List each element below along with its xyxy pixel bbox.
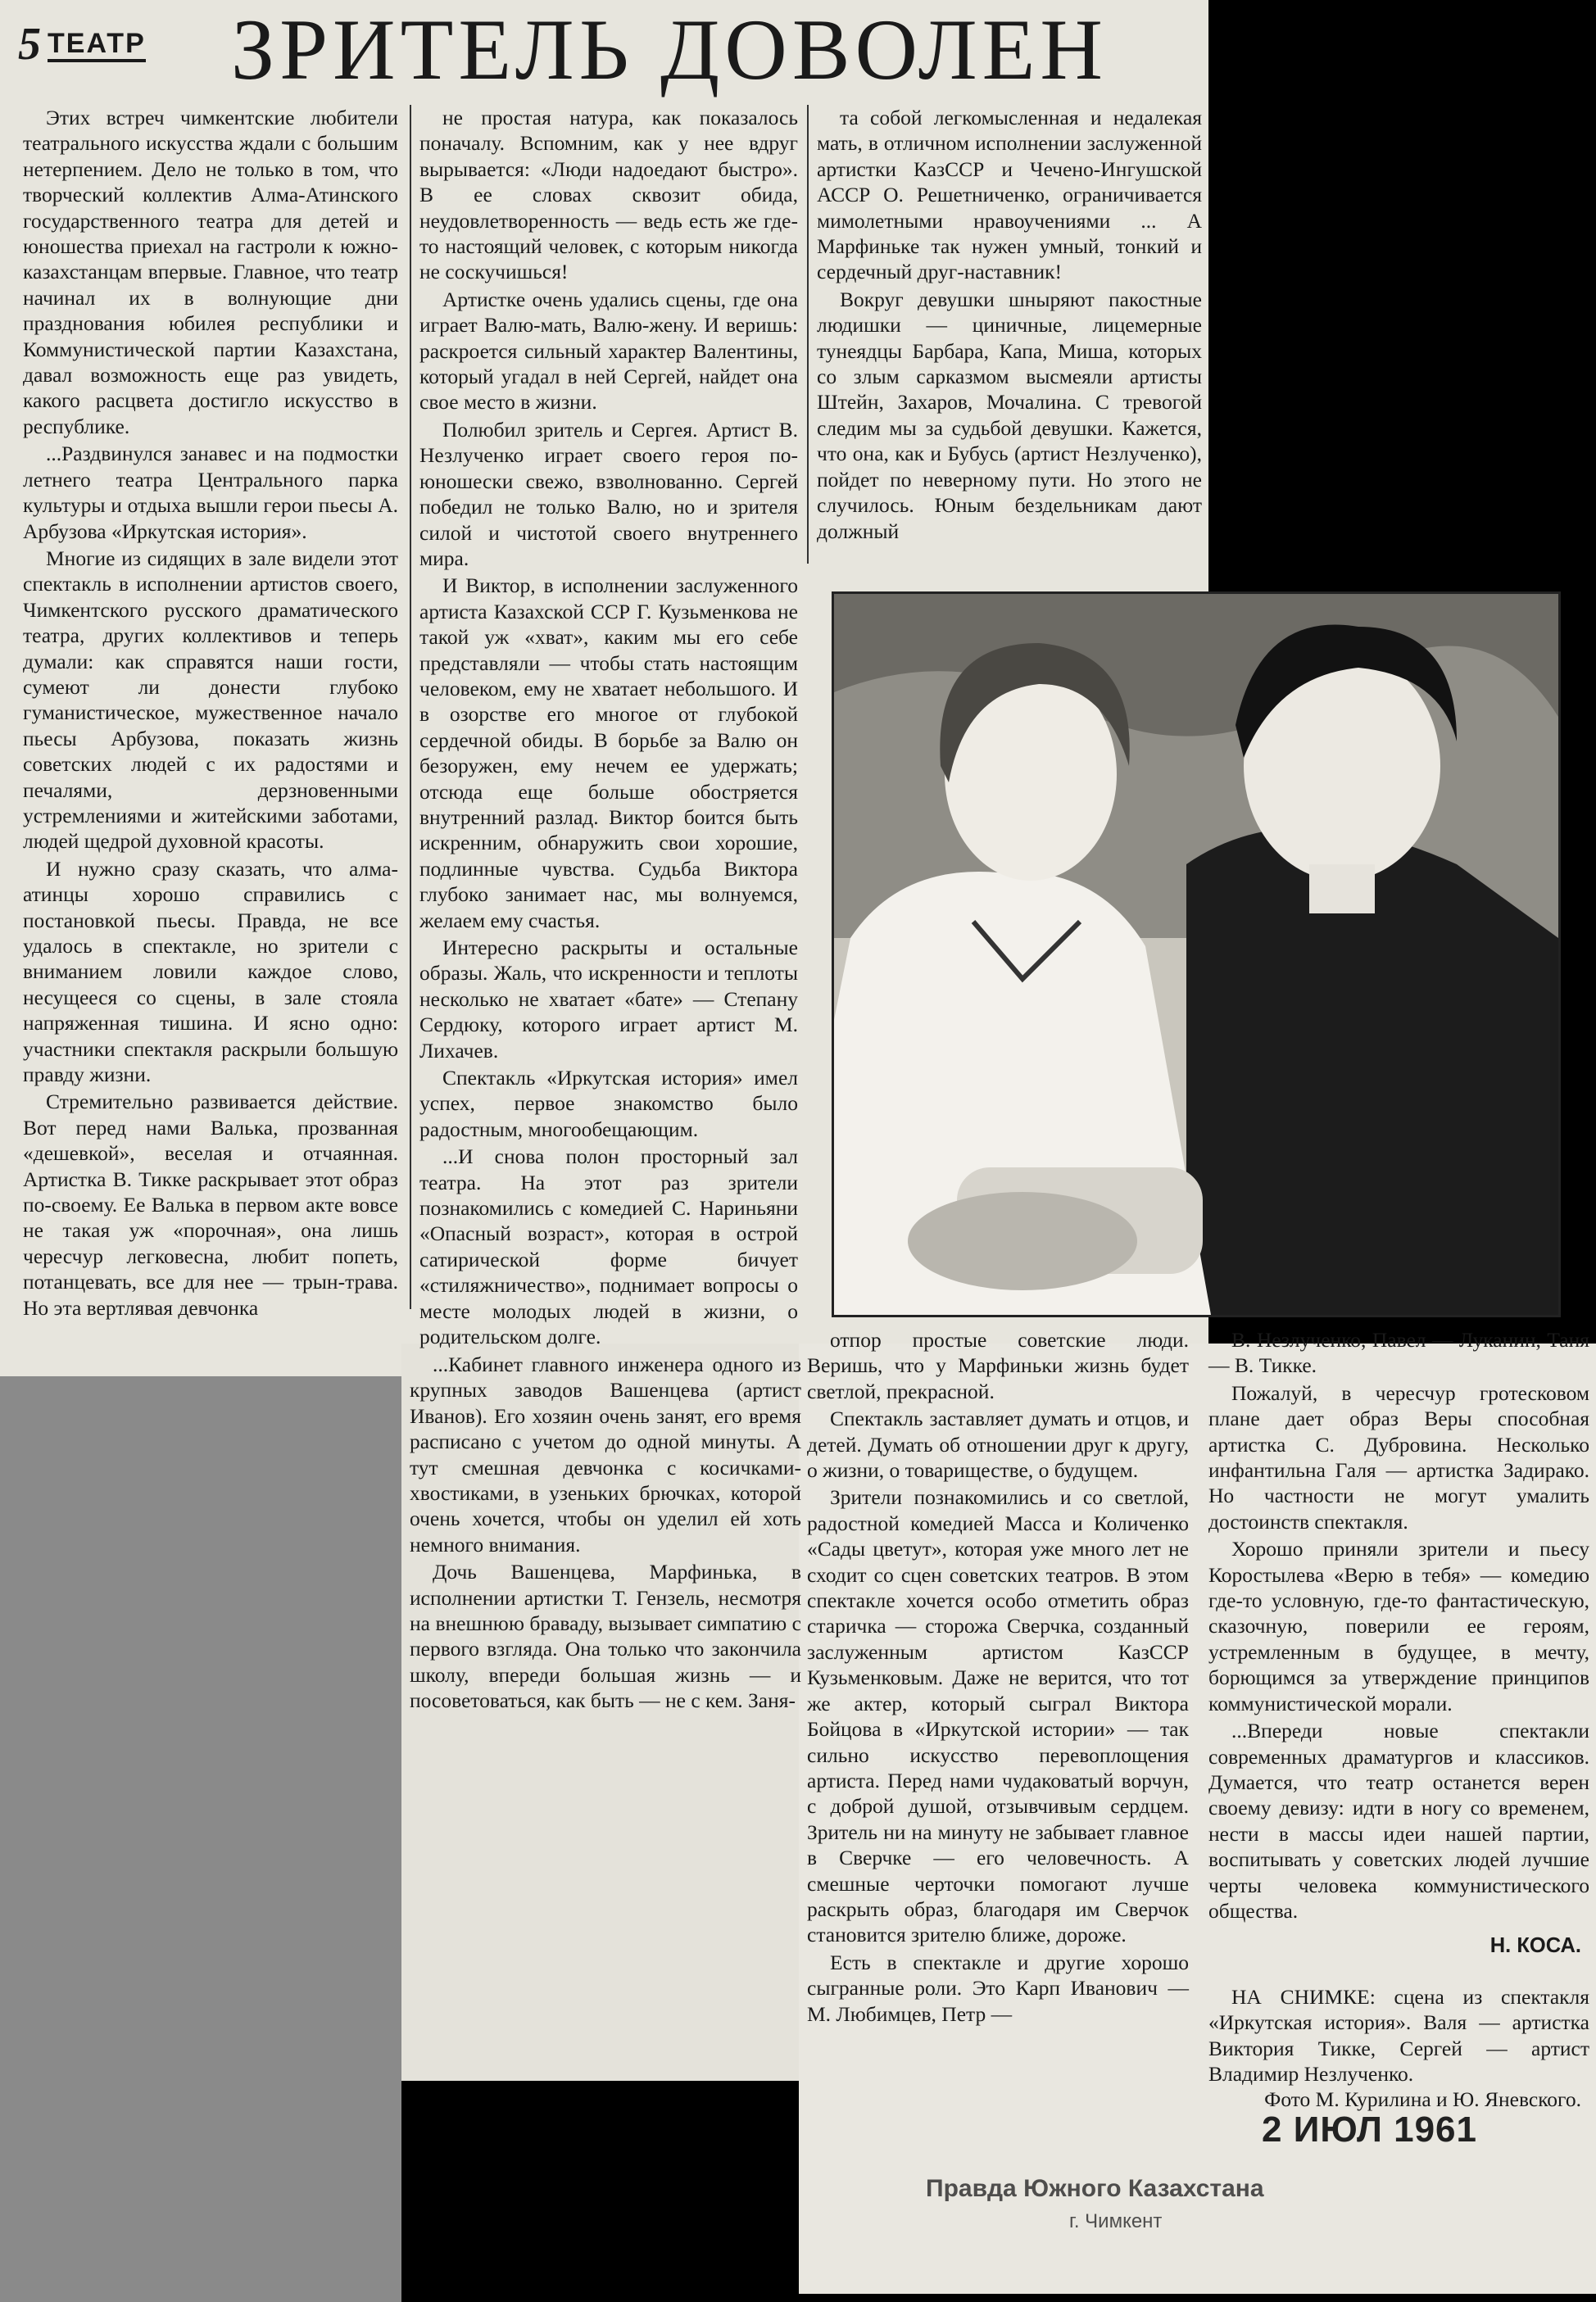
article-column-2 <box>419 105 798 1350</box>
paragraph: Этих встреч чимкентские любители театрального искусства ждали с большим нетерпением. Дело не только в том, что творческий коллектив Алма-Атинского государственного театра для детей и юношества приехал на гастроли к южно-казахстанцам впервые. Главное, что театр начинал их в волнующие дни празднования юбилея республики и Коммунистической партии Казахстана, давал возможность еще раз увидеть, какого расцвета достигло искусство в республике. <box>23 106 398 438</box>
paragraph: Зрители познакомились и со светлой, радостной комедией Масса и Количенко «Сады цветут», которая уже много лет не сходит со сцен советских театров. В этом спектакле хочется особо отметить образ старичка — сторожа Сверчка, созданный заслуженным артистом КазССР Кузьменковым. Даже не верится, что тот же актер, который сыграл Виктора Бойцова в «Иркутской истории» — так сильно искусство перевоплощения артиста. Перед нами чудаковатый ворчун, с доброй душой, отзывчивым сердцем. Зритель ни на минуту не забывает главное в Сверчке — его человечность. А смешные черточки помогают лучше раскрыть образ, благодаря им Сверчок становится зрителю ближе, дороже. <box>807 1485 1189 1947</box>
stamp-newspaper: Правда Южного Казахстана <box>926 2175 1264 2202</box>
photo-caption: НА СНИМКЕ: сцена из спектакля «Иркутская история». Валя — артистка Виктория Тикке, Сергей — артист Владимир Незлученко. <box>1208 1984 1589 2086</box>
paragraph: Стремительно развивается действие. Вот перед нами Валька, прозванная «дешевкой», веселая и отчаянная. Артистка В. Тикке раскрывает этот образ по-своему. Ее Валька в первом акте вовсе не такая уж «порочная», она лишь чересчур легковесна, любит попеть, потанцевать, все для нее — трын-трава. Но эта вертлявая девчонка <box>23 1090 398 1320</box>
paragraph: И Виктор, в исполнении заслуженного артиста Казахской ССР Г. Кузьменкова не такой уж «хват», каким мы его себе представляли — чтобы стать настоящим человеком, ему не хватает небольшого. И в озорстве его многое от глубокой сердечной обиды. В борьбе за Валю он безоружен, ему нечем ее удержать; отсюда еще больше обостряется внутренний разлад. Виктор боится быть искренним, обнаружить свои хорошие, подлинные чувства. Судьба Виктора глубоко занимает нас, мы волнуемся, желаем ему счастья. <box>419 573 798 932</box>
column-divider <box>807 105 809 564</box>
article-column-3-bottom <box>807 1327 1189 2027</box>
paragraph: ...Раздвинулся занавес и на подмостки летнего театра Центрального парка культуры и отдыха вышли герои пьесы А. Арбузова «Иркутская история». <box>23 442 398 543</box>
paragraph: Спектакль «Иркутская история» имел успех, первое знакомство было радостным, многообещающим. <box>419 1066 798 1141</box>
article-column-2-bottom <box>410 1352 801 1714</box>
paragraph: И нужно сразу сказать, что алма-атинцы хорошо справились с постановкой пьесы. Правда, не все удалось в спектакле, но зрители с вниманием ловили каждое слово, несущееся со сцены, в зале стояла напряженная тишина. И ясно одно: участники спектакля раскрыли большую правду жизни. <box>23 856 398 1087</box>
paragraph: Многие из сидящих в зале видели этот спектакль в исполнении артистов своего, Чимкентского русского драматического театра, других коллективов и теперь думали: как справятся наши гости, сумеют ли донести глубоко гуманистическое, мужественное начало пьесы Арбузова, показать жизнь советских людей с их радостями и печалями, дерзновенными устремлениями и житейскими заботами, людей щедрой духовной красоты. <box>23 546 398 854</box>
photo-illustration <box>834 594 1558 1315</box>
paragraph: Хорошо приняли зрители и пьесу Коростылева «Верю в тебя» — комедию где-то условную, где-то фантастическую, сказочную, поверили ее героям, устремленным в будущее, в мечту, борющимся за утверждение принципов коммунистической морали. <box>1208 1537 1589 1715</box>
paragraph: В. Незлученко, Павел — Луканин, Таня — В. Тикке. <box>1208 1328 1589 1378</box>
paragraph: ...И снова полон просторный зал театра. На этот раз зрители познакомились с комедией С. Нариньяни «Опасный возраст», которая в острой сатирической форме бичует «стиляжничество», поднимает вопросы о месте молодых людей в жизни, о родительском долге. <box>419 1144 798 1349</box>
paragraph: Дочь Вашенцева, Марфинька, в исполнении артистки Т. Гензель, несмотря на внешнюю браваду, вызывает симпатию с первого взгляда. Она только что закончила школу, впереди большая жизнь — и посоветоваться, как быть — не с кем. Заня- <box>410 1560 801 1713</box>
article-column-3-top <box>817 105 1202 544</box>
section-rubric <box>18 18 146 70</box>
article-photo <box>832 591 1561 1317</box>
paragraph: не простая натура, как показалось поначалу. Вспомним, как у нее вдруг вырывается: «Люди надоедают быстро». В ее словах сквозит обида, неудовлетворенность — ведь есть же где-то настоящий человек, с которым никогда не соскучишься! <box>419 106 798 284</box>
article-column-1 <box>23 105 398 1321</box>
paragraph: ...Впереди новые спектакли современных драматургов и классиков. Думается, что театр останется верен своему девизу: идти в ногу со временем, нести в массы идеи нашей партии, воспитывать у советских людей лучшие черты человека коммунистического общества. <box>1208 1719 1589 1923</box>
paragraph: Вокруг девушки шныряют пакостные людишки — циничные, лицемерные тунеядцы Барбара, Капа, Миша, которых со злым сарказмом высмеяли артисты Штейн, Захаров, Мочалина. С тревогой следим мы за судьбой девушки. Кажется, что она, как и Бубусь (артист Незлученко), пойдет по неверному пути. Но этого не случилось. Юным бездельникам дают должный <box>817 287 1202 543</box>
stamp-date: 2 ИЮЛ 1961 <box>1262 2109 1477 2150</box>
photo-credit: Фото М. Курилина и Ю. Яневского. <box>1264 2087 1581 2112</box>
rubric-word: ТЕАТР <box>48 28 146 62</box>
paragraph: Спектакль заставляет думать и отцов, и детей. Думать об отношении друг к другу, о жизни, о товариществе, о будущем. <box>807 1407 1189 1483</box>
author-signature: Н. КОСА. <box>1489 1934 1581 1958</box>
paragraph: Пожалуй, в чересчур гротесковом плане дает образ Веры способная артистка С. Дубровина. Несколько инфантильна Галя — артистка Задирако. Но частности не могут умалить достоинств спектакля. <box>1208 1380 1589 1534</box>
column-divider <box>410 105 411 1309</box>
background-gray <box>0 1344 401 2302</box>
paragraph: Интересно раскрыты и остальные образы. Жаль, что искренности и теплоты несколько не хватает «бате» — Степану Сердюку, которого играет артист М. Лихачев. <box>419 936 798 1063</box>
paragraph: Артистке очень удались сцены, где она играет Валю-мать, Валю-жену. И веришь: раскроется сильный характер Валентины, который угадал в ней Сергей, найдет она свое место в жизни. <box>419 287 798 415</box>
paragraph: Полюбил зритель и Сергея. Артист В. Незлученко играет своего героя по-юношески свежо, взволнованно. Сергей победил не только Валю, но и зрителя силой и чистотой своего внутреннего мира. <box>419 417 798 570</box>
paragraph: ...Кабинет главного инженера одного из крупных заводов Вашенцева (артист Иванов). Его хозяин очень занят, его время расписано с учетом до одной минуты. А тут смешная девчонка с косичками-хвостиками, в узеньких брючках, которой очень хочется, чтобы он уделил ей хоть немного внимания. <box>410 1353 801 1557</box>
headline: ЗРИТЕЛЬ ДОВОЛЕН <box>231 2 1108 97</box>
paragraph: отпор простые советские люди. Веришь, что у Марфиньки жизнь будет светлой, прекрасной. <box>807 1328 1189 1403</box>
column-4-paragraphs <box>1208 1327 1589 1924</box>
article-column-4 <box>1208 1327 1589 2113</box>
paragraph: та собой легкомысленная и недалекая мать, в отличном исполнении заслуженной артистки КазССР и Чечено-Ингушской АССР О. Решетниченко, ограничивается мимолетными нравоучениями ... А Марфиньке так нужен умный, тонкий и сердечный друг-наставник! <box>817 106 1202 284</box>
stamp-city: г. Чимкент <box>1069 2210 1163 2232</box>
rubric-number: 5 <box>18 19 43 70</box>
paragraph: Есть в спектакле и другие хорошо сыгранные роли. Это Карп Иванович — М. Любимцев, Петр — <box>807 1950 1189 2026</box>
